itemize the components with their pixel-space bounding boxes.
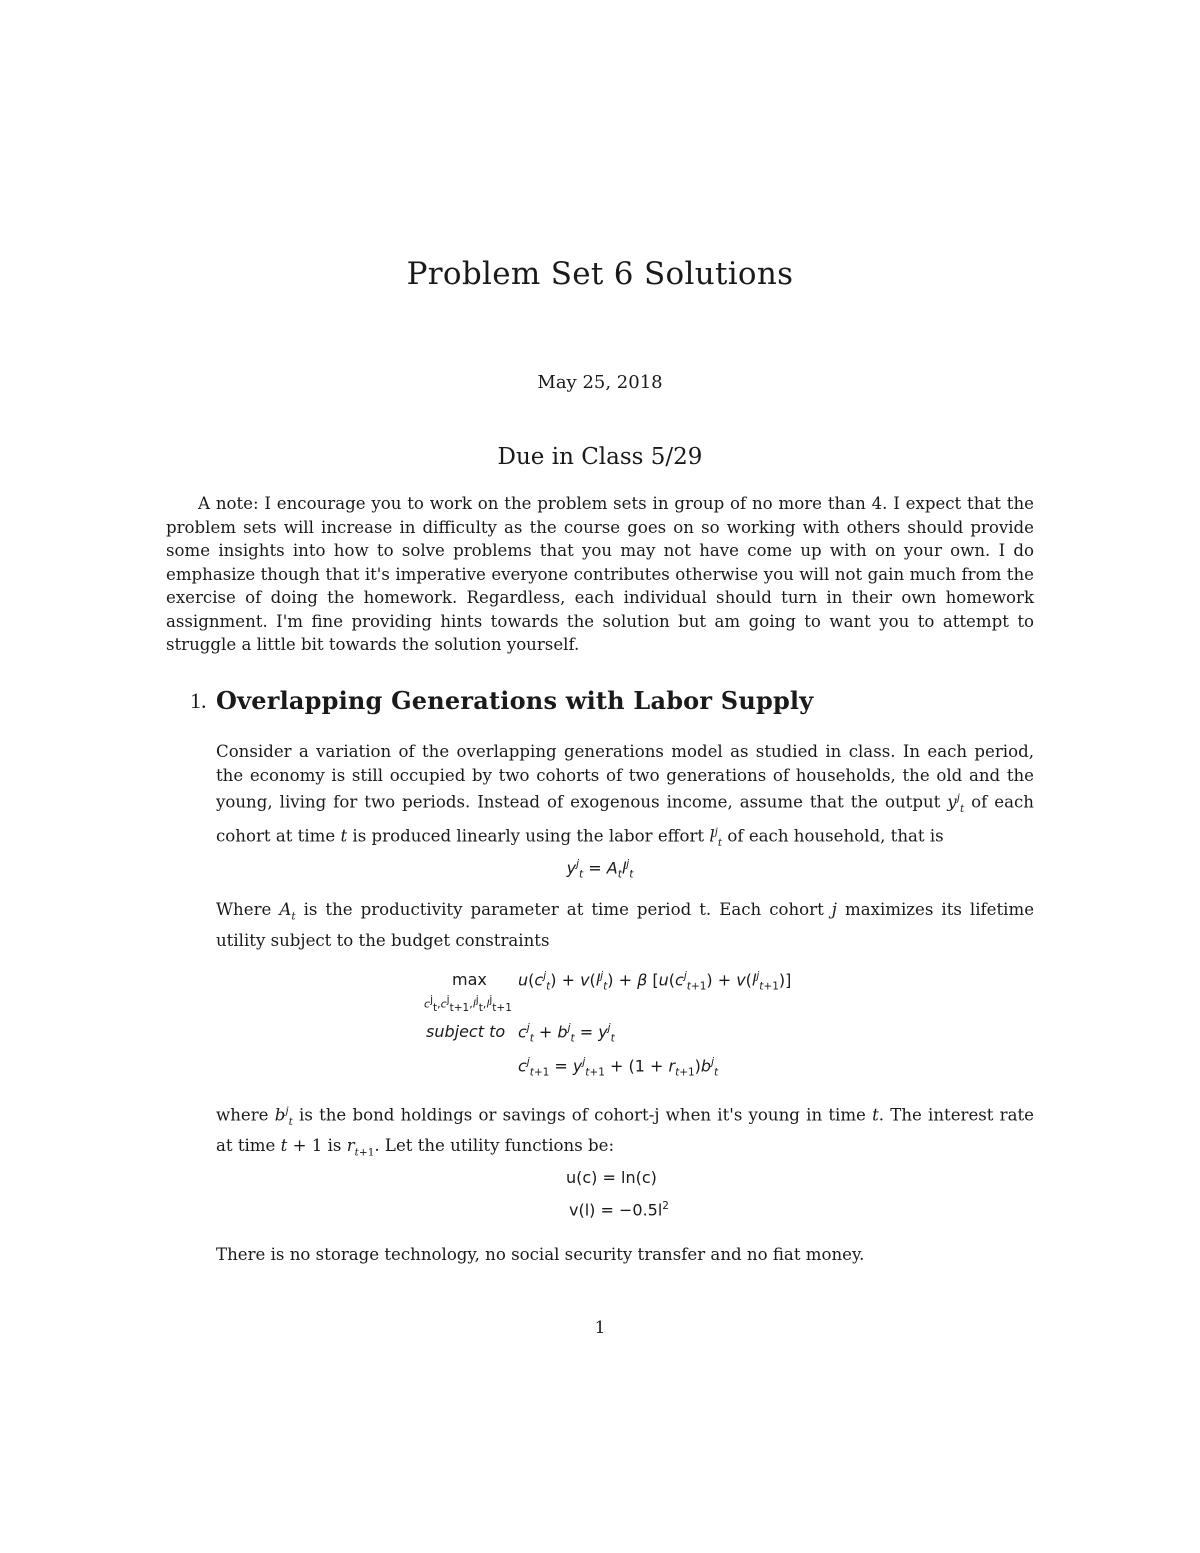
utility-v-exponent: 2 (662, 1200, 669, 1212)
para2-text-c: maximizes its lifetime utility subject to the budget constraints (216, 900, 1035, 950)
para3-text-a: where (216, 1105, 275, 1125)
para1-text-c: is produced linearly using the labor effort (347, 826, 710, 846)
para1-text-b: of each cohort at time (216, 792, 1034, 846)
para3-text-b: is the bond holdings or savings of cohort-j when it's young in time (292, 1105, 873, 1125)
section-title: Overlapping Generations with Labor Supply (216, 686, 814, 715)
utility-function-u: u(c) = ln(c) (566, 1168, 657, 1187)
section-paragraph-3: where $b^j_t$ is the bond holdings or savings of cohort-j when it's young in time t. The interest rate at time t + 1 is $r_{t+1}$. Let the utility functions be: (216, 1105, 1034, 1159)
para3-text-e: . Let the utility functions be: (374, 1136, 615, 1156)
production-equation: $y^j_t = A_tl^j_t$ (566, 858, 634, 881)
utility-v-prefix: v(l) = −0.5l (569, 1200, 663, 1220)
para1-text-d: of each household, that is (722, 826, 944, 846)
due-date-heading: Due in Class 5/29 (497, 444, 703, 470)
section-paragraph-2: Where $A_t$ is the productivity parameter at time period t. Each cohort j maximizes its lifetime utility subject to the budget constraints (216, 900, 1035, 950)
subject-to-label: subject to (426, 1022, 506, 1041)
intro-note: A note: I encourage you to work on the problem sets in group of no more than 4. I expect that the problem sets will increase in difficulty as the course goes on so working with others should provide some insights into how to solve problems that you may not have come up with on your own. I do emphasize though that it's imperative everyone contributes otherwise you will not gain much from the exercise of doing the homework. Regardless, each individual should turn in their own homework assignment. I'm fine providing hints towards the solution but am going to want you to attempt to struggle a little bit towards the solution yourself. (166, 494, 1034, 654)
para2-text-b: is the productivity parameter at time period t. Each cohort (295, 900, 832, 919)
para2-text-a: Where (216, 900, 280, 919)
utility-function-v (569, 1200, 669, 1219)
para3-text-c: . The interest rate at time (216, 1105, 1034, 1156)
budget-constraint-old: $c^j_{t+1} = y^j_{t+1} + (1 + r_{t+1})b^j_t$ (518, 1056, 719, 1079)
page-number: 1 (594, 1318, 606, 1338)
document-title: Problem Set 6 Solutions (406, 256, 794, 292)
budget-constraint-young: $c^j_t + b^j_t = y^j_t$ (518, 1022, 615, 1045)
section-paragraph-4: There is no storage technology, no social security transfer and no fiat money. (216, 1245, 865, 1264)
section-paragraph-1: Consider a variation of the overlapping generations model as studied in class. In each period, the economy is still occupied by two cohorts of two generations of households, the old and the young, living for two periods. Instead of exogenous income, assume that the output $y^j_t$ of each cohort at time t is produced linearly using the labor effort $l^j_t$ of each household, that is (216, 742, 1034, 850)
para1-text-a: Consider a variation of the overlapping generations model as studied in class. In each period, the economy is still occupied by two cohorts of two generations of households, the old and the young, living for two periods. Instead of exogenous income, assume that the output (216, 742, 1034, 812)
optimization-choice-variables: $c^j_t,c^j_{t+1},l^j_t,l^j_{t+1}$ (424, 994, 512, 1014)
optimization-max: max (452, 970, 487, 989)
document-date: May 25, 2018 (537, 372, 663, 393)
optimization-objective: $u(c^j_t) + v(l^j_t) + \beta$ $[u(c^j_{t+1}) + v(l^j_{t+1})]$ (518, 970, 792, 993)
para3-text-d: is (322, 1136, 347, 1156)
section-number: 1. (190, 688, 207, 713)
